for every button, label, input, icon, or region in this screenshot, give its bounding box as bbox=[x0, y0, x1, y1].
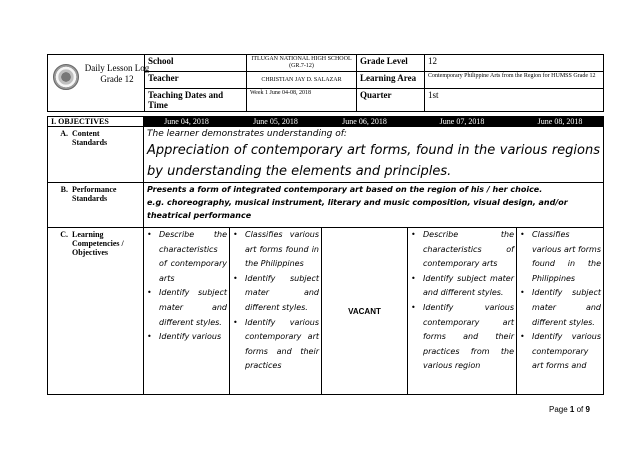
section-letter: B. bbox=[60, 185, 68, 194]
teacher-label: Teacher bbox=[145, 72, 247, 89]
performance-standards-row bbox=[48, 183, 604, 228]
list-item: • Identify subject mater and different styles. bbox=[232, 272, 319, 316]
list-item: • Classifies various art forms found in the Philippines bbox=[519, 228, 601, 286]
quarter-label: Quarter bbox=[357, 89, 425, 112]
day-header-3: June 06, 2018 bbox=[322, 117, 408, 127]
teacher-value: CHRISTIAN JAY D. SALAZAR bbox=[247, 72, 357, 89]
list-item: • Identify various contemporary art forms and their practices from the various region bbox=[410, 301, 514, 374]
section-label: Performance Standards bbox=[72, 185, 117, 203]
section-label: Content Standards bbox=[72, 129, 108, 147]
list-item: • Classifies various art forms found in the Philippines bbox=[232, 228, 319, 272]
content-standards-intro: The learner demonstrates understanding of: bbox=[147, 129, 347, 139]
performance-standards-label-cell bbox=[48, 183, 144, 228]
header-table bbox=[47, 54, 604, 112]
day-1-objectives bbox=[144, 228, 230, 395]
page-number: Page 1 of 9 bbox=[549, 405, 590, 414]
section-label: Learning Competencies / Objectives bbox=[72, 230, 124, 257]
grade-level-label: Grade Level bbox=[357, 55, 425, 72]
school-value: ITLUGAN NATIONAL HIGH SCHOOL (GR.7-12) bbox=[247, 55, 357, 72]
content-standards-label-cell bbox=[48, 127, 144, 183]
performance-standards-text bbox=[144, 183, 604, 228]
day-header-5: June 08, 2018 bbox=[517, 117, 604, 127]
learning-area-value: Contemporary Philippine Arts from the Region for HUMSS Grade 12 bbox=[425, 72, 604, 89]
content-standards-body: Appreciation of contemporary art forms, found in the various regions by understanding the elements and principles. bbox=[147, 143, 600, 179]
list-item: • Identify various contemporary art forms and bbox=[519, 330, 601, 374]
quarter-value: 1st bbox=[425, 89, 604, 112]
list-item: • Describe the characteristics of contemporary arts bbox=[146, 228, 227, 286]
performance-standards-line-2: e.g. choreography, musical instrument, literary and music composition, visual design, and/or theatrical performance bbox=[147, 198, 568, 220]
list-item: • Identify subject mater and different styles. bbox=[146, 286, 227, 330]
dates-value: Week 1 June 04-08, 2018 bbox=[247, 89, 357, 112]
day-5-objectives bbox=[517, 228, 604, 395]
objectives-heading: I. OBJECTIVES bbox=[48, 117, 144, 127]
daily-lesson-log-title: Daily Lesson Log Grade 12 bbox=[84, 63, 150, 84]
logo-cell bbox=[48, 55, 150, 112]
section-letter: C. bbox=[60, 230, 68, 239]
list-item: • Describe the characteristics of contemporary arts bbox=[410, 228, 514, 272]
list-item: • Identify subject mater and different styles. bbox=[519, 286, 601, 330]
day-4-objectives bbox=[408, 228, 517, 395]
day-header-2: June 05, 2018 bbox=[230, 117, 322, 127]
list-item: • Identify various bbox=[146, 330, 227, 345]
day-3-vacant: VACANT bbox=[322, 228, 408, 395]
grade-level-value: 12 bbox=[425, 55, 604, 72]
dates-label: Teaching Dates and Time bbox=[145, 89, 247, 112]
learning-area-label: Learning Area bbox=[357, 72, 425, 89]
school-label: School bbox=[145, 55, 247, 72]
day-2-objectives bbox=[230, 228, 322, 395]
day-header-4: June 07, 2018 bbox=[408, 117, 517, 127]
section-letter: A. bbox=[60, 129, 68, 138]
day-header-1: June 04, 2018 bbox=[144, 117, 230, 127]
list-item: • Identify subject mater and different styles. bbox=[410, 272, 514, 301]
learning-competencies-label-cell bbox=[48, 228, 144, 395]
learning-competencies-row bbox=[48, 228, 604, 395]
objectives-table bbox=[47, 116, 604, 395]
content-standards-text bbox=[144, 127, 604, 183]
performance-standards-line-1: Presents a form of integrated contemporary art based on the region of his / her choice. bbox=[147, 185, 543, 194]
list-item: • Identify various contemporary art forms and their practices bbox=[232, 316, 319, 374]
day-header-row bbox=[48, 117, 604, 127]
content-standards-row bbox=[48, 127, 604, 183]
deped-seal-icon bbox=[53, 64, 79, 90]
